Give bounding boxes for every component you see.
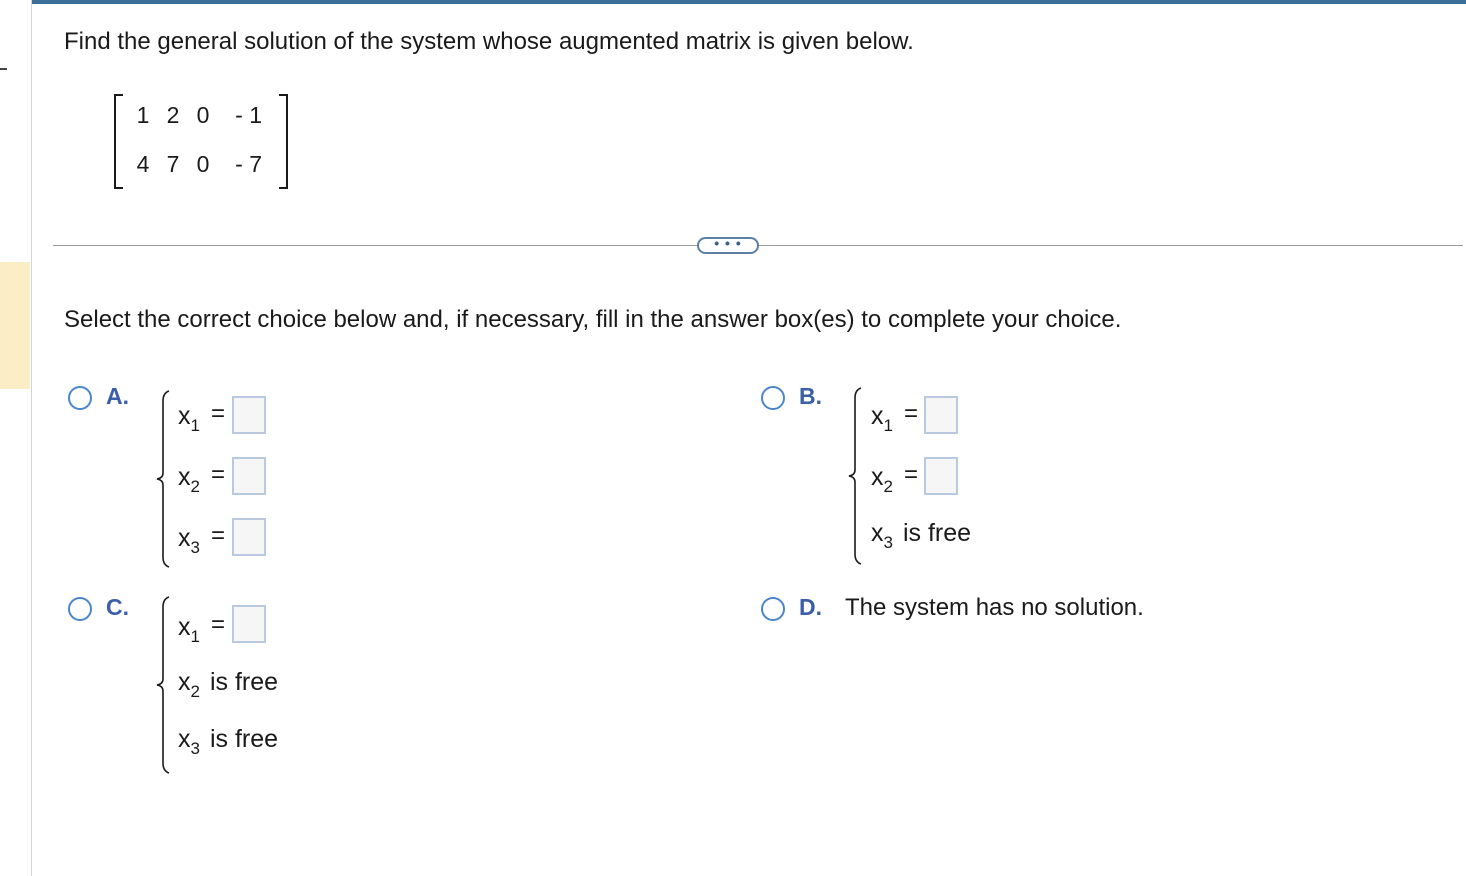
choice-c-letter[interactable]: C. [106,594,129,620]
choice-d-letter[interactable]: D. [799,594,822,620]
question-text: Find the general solution of the system whose augmented matrix is given below. [64,28,914,55]
choice-b-brace [847,386,865,566]
matrix-right-bracket [279,94,288,189]
left-margin-tick [0,68,7,70]
choice-b-x2-equals: = [904,461,919,488]
choice-b-letter[interactable]: B. [799,383,822,409]
choice-b-x2-answer-box[interactable] [924,457,958,495]
matrix-cell: 7 [166,151,180,177]
choice-c-x2-label: $x_2$ is free [178,668,279,701]
choice-a-brace [155,389,173,569]
choice-a-x2-label: $x_2$ [178,463,200,496]
matrix-row-1 [128,102,262,129]
matrix-cell: 4 [136,151,150,177]
choice-c-x1-label: $x_1$ [178,613,200,646]
choice-c-brace [155,595,173,775]
choice-a-x2-equals: = [211,461,226,488]
choice-a-letter[interactable]: A. [106,383,129,409]
choice-a-x1-equals: = [211,400,226,427]
matrix-left-bracket [114,94,123,189]
left-margin-highlight [0,262,30,389]
choice-d-radio[interactable] [761,597,785,621]
choice-a-radio[interactable] [68,386,92,410]
choice-c-x1-answer-box[interactable] [232,605,266,643]
choice-c-x2-status: is free [209,668,279,696]
show-more-button[interactable]: • • • [697,237,759,254]
matrix-row-2 [128,151,262,178]
augmented-matrix [114,94,288,187]
choice-a-x1-label: $x_1$ [178,402,200,435]
choice-c-x3-label: $x_3$ is free [178,725,279,758]
choice-a-x3-label: $x_3$ [178,524,200,557]
top-accent-bar [0,0,1466,4]
choice-b-x1-label: $x_1$ [871,402,893,435]
choice-c-radio[interactable] [68,597,92,621]
choice-a-x3-answer-box[interactable] [232,518,266,556]
matrix-cell: - 1 [235,102,262,128]
choice-a-x1-answer-box[interactable] [232,396,266,434]
choice-b-x2-label: $x_2$ [871,463,893,496]
matrix-cell: 1 [136,102,150,128]
choice-b-x3-status: is free [902,519,972,547]
choice-a-x3-equals: = [211,522,226,549]
matrix-cell: 0 [196,151,210,177]
choice-b-x1-answer-box[interactable] [924,396,958,434]
matrix-cell: - 7 [235,151,262,177]
matrix-cell: 2 [166,102,180,128]
choice-c-x1-equals: = [211,611,226,638]
left-margin-rule [31,0,32,876]
instruction-text: Select the correct choice below and, if necessary, fill in the answer box(es) to complete your choice. [64,306,1122,333]
choice-d-text[interactable]: The system has no solution. [845,594,1144,621]
matrix-cell: 0 [196,102,210,128]
choice-a-x2-answer-box[interactable] [232,457,266,495]
choice-b-radio[interactable] [761,386,785,410]
choice-b-x3-label: $x_3$ is free [871,519,972,552]
choice-b-x1-equals: = [904,400,919,427]
choice-c-x3-status: is free [209,725,279,753]
